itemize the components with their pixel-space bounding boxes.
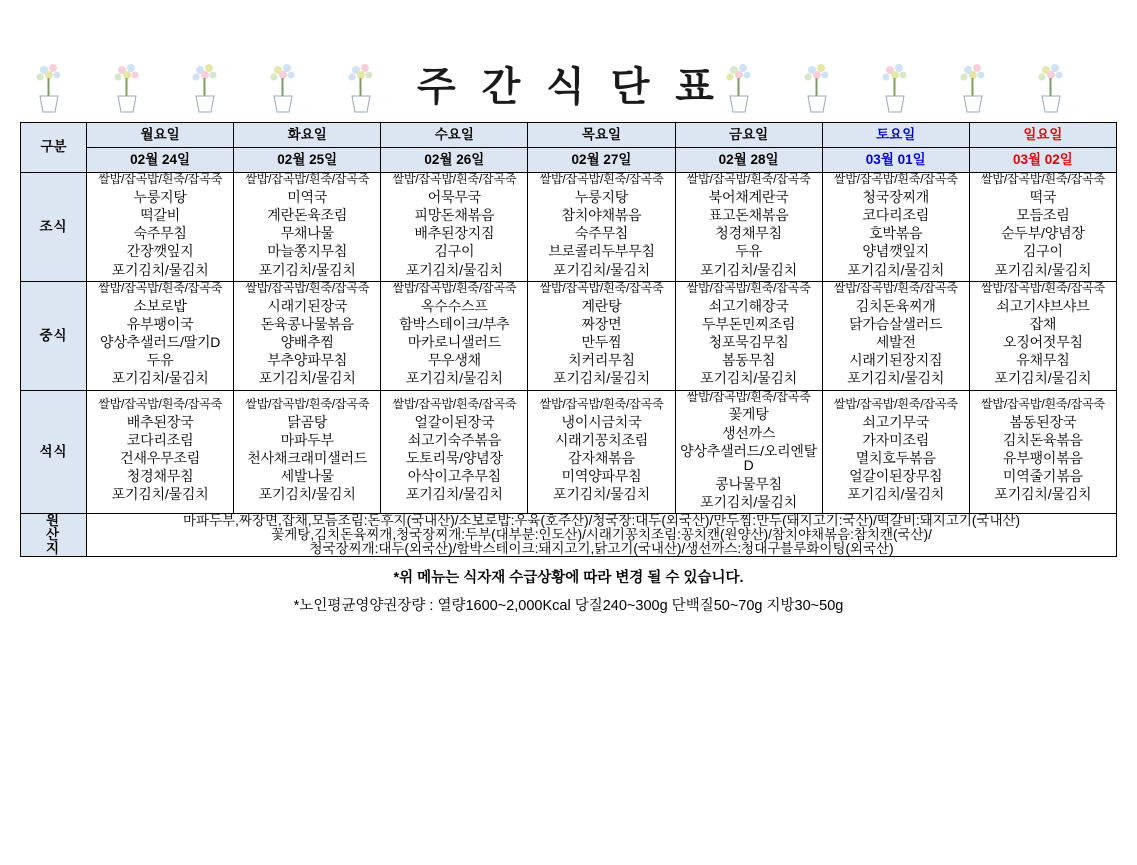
dish-item: 모듬조림 xyxy=(1016,207,1070,223)
dish-item: 포기김치/물김치 xyxy=(700,493,798,510)
rice-line: 쌀밥/잡곡밥/흰죽/잡곡죽 xyxy=(980,280,1105,295)
table-header xyxy=(21,123,1117,173)
dish-item: 포기김치/물김치 xyxy=(405,370,503,387)
title-banner xyxy=(0,52,1137,114)
dish-item: 포기김치/물김치 xyxy=(994,261,1092,278)
dish-item: 포기김치/물김치 xyxy=(553,486,650,503)
dish-item: 청국장찌개 xyxy=(862,188,930,205)
dish-item: 포기김치/물김치 xyxy=(700,261,798,278)
dish-item: 포기김치/물김치 xyxy=(405,486,503,503)
rice-line: 쌀밥/잡곡밥/흰죽/잡곡죽 xyxy=(686,172,811,186)
dish-item: 쇠고기숙주볶음 xyxy=(407,431,501,448)
dish-item: 미역줄기볶음 xyxy=(1002,468,1083,485)
dish-item: 참치야채볶음 xyxy=(561,207,642,223)
menu-change-note: *위 메뉴는 식자재 수급상황에 따라 변경 될 수 있습니다. xyxy=(393,570,744,587)
menu-cell xyxy=(528,390,675,513)
day-header-sun: 일요일 xyxy=(969,123,1116,148)
dish-item: 계란돈육조림 xyxy=(267,207,348,223)
flower-icon xyxy=(878,62,912,114)
menu-cell xyxy=(381,390,528,513)
dish-item: 김치돈육찌개 xyxy=(855,297,936,314)
dish-item: 돈육콩나물볶음 xyxy=(260,315,354,332)
dish-item: 시래기된장국 xyxy=(267,297,348,314)
dish-item: 두유 xyxy=(146,352,174,369)
menu-cell xyxy=(822,281,969,390)
rice-line: 쌀밥/잡곡밥/흰죽/잡곡죽 xyxy=(833,280,958,295)
flower-icon xyxy=(800,62,834,114)
dish-item: 포기김치/물김치 xyxy=(553,370,650,387)
dish-item: 포기김치/물김치 xyxy=(847,370,945,387)
origin-line: 꽃게탕,김치돈육찌개,청국장찌개:두부(대부분:인도산)/시래기꽁치조림:꽁치캔(원양산)/참치야채볶음:참치캔(국산)/ xyxy=(271,527,932,543)
dish-item: 아삭이고추무침 xyxy=(407,468,501,485)
flower-icon xyxy=(188,62,222,114)
day-header-wed: 수요일 xyxy=(381,123,528,148)
flower-icon xyxy=(32,62,66,114)
menu-cell xyxy=(675,390,822,513)
menu-cell xyxy=(969,281,1116,390)
dish-item: 봄동된장국 xyxy=(1009,413,1077,430)
dish-item: 함박스테이크/부추 xyxy=(399,315,510,332)
dish-item: 어묵무국 xyxy=(427,188,481,205)
dish-item: 포기김치/물김치 xyxy=(111,486,209,503)
dish-item: 마늘쫑지무침 xyxy=(267,243,348,260)
dish-item: 누룽지탕 xyxy=(133,188,187,205)
rice-line: 쌀밥/잡곡밥/흰죽/잡곡죽 xyxy=(98,396,223,411)
dish-item: 소보로밥 xyxy=(133,297,187,314)
dish-item: 떡국 xyxy=(1029,188,1057,205)
rice-line: 쌀밥/잡곡밥/흰죽/잡곡죽 xyxy=(833,396,958,411)
dish-item: 시래기꽁치조림 xyxy=(554,431,649,448)
day-date-mon: 02월 24일 xyxy=(87,148,234,173)
dish-item: 누룽지탕 xyxy=(574,188,629,205)
dish-item: 가자미조림 xyxy=(862,431,930,448)
meal-label-breakfast: 조식 xyxy=(21,173,87,282)
dish-item: 무채나물 xyxy=(280,225,334,242)
rice-line: 쌀밥/잡곡밥/흰죽/잡곡죽 xyxy=(539,172,664,186)
dish-item: 시래기된장지짐 xyxy=(849,352,943,369)
dish-item: 유채무침 xyxy=(1016,352,1070,369)
dish-item: 포기김치/물김치 xyxy=(258,370,356,387)
dish-item: 양상추샐러드/오리엔탈D xyxy=(680,442,818,474)
rice-line: 쌀밥/잡곡밥/흰죽/잡곡죽 xyxy=(98,280,223,295)
rice-line: 쌀밥/잡곡밥/흰죽/잡곡죽 xyxy=(980,172,1105,186)
flower-icon xyxy=(344,62,378,114)
day-date-fri: 02월 28일 xyxy=(675,148,822,173)
day-date-tue: 02월 25일 xyxy=(234,148,381,173)
dish-item: 무우생채 xyxy=(427,352,481,369)
dish-item: 포기김치/물김치 xyxy=(111,261,209,278)
dish-item: 브로콜리두부무침 xyxy=(548,243,655,260)
dish-item: 포기김치/물김치 xyxy=(111,370,209,387)
menu-cell xyxy=(528,173,675,282)
dish-item: 오징어젓무침 xyxy=(1002,333,1083,350)
dish-item: 세발나물 xyxy=(280,468,334,485)
dish-item: 미역양파무침 xyxy=(561,468,642,485)
dish-item: 배추된장지짐 xyxy=(414,225,495,242)
day-date-wed: 02월 26일 xyxy=(381,148,528,173)
menu-cell xyxy=(87,173,234,282)
flower-icon xyxy=(1034,62,1068,114)
dish-item: 꽃게탕 xyxy=(728,406,769,423)
dish-item: 순두부/양념장 xyxy=(1001,225,1085,242)
menu-cell xyxy=(234,390,381,513)
menu-cell xyxy=(234,173,381,282)
menu-cell xyxy=(87,281,234,390)
dish-item: 포기김치/물김치 xyxy=(700,370,798,387)
dish-item: 얼갈이된장국 xyxy=(414,413,495,430)
meal-label-dinner: 석식 xyxy=(21,390,87,513)
dish-item: 간장깻잎지 xyxy=(126,243,194,260)
dish-item: 콩나물무침 xyxy=(715,475,782,492)
rice-line: 쌀밥/잡곡밥/흰죽/잡곡죽 xyxy=(245,280,370,295)
menu-cell xyxy=(822,390,969,513)
flower-icon xyxy=(266,62,300,114)
day-date-sun: 03월 02일 xyxy=(969,148,1116,173)
day-header-mon: 월요일 xyxy=(87,123,234,148)
dish-item: 치커리무침 xyxy=(568,352,635,369)
weekly-menu-table xyxy=(20,122,1117,557)
dish-item: 생선까스 xyxy=(721,424,776,441)
rice-line: 쌀밥/잡곡밥/흰죽/잡곡죽 xyxy=(539,280,664,295)
dish-item: 포기김치/물김치 xyxy=(258,486,356,503)
rice-line: 쌀밥/잡곡밥/흰죽/잡곡죽 xyxy=(980,396,1105,411)
dish-item: 옥수수스프 xyxy=(421,297,488,314)
day-date-thu: 02월 27일 xyxy=(528,148,675,173)
rice-line: 쌀밥/잡곡밥/흰죽/잡곡죽 xyxy=(245,396,370,411)
menu-cell xyxy=(87,390,234,513)
menu-cell xyxy=(381,281,528,390)
dish-item: 마파두부 xyxy=(280,431,334,448)
rice-line: 쌀밥/잡곡밥/흰죽/잡곡죽 xyxy=(686,389,811,404)
dish-item: 북어채계란국 xyxy=(708,188,789,205)
dish-item: 포기김치/물김치 xyxy=(405,261,503,278)
dish-item: 숙주무침 xyxy=(574,225,629,242)
table-body xyxy=(21,173,1117,557)
dish-item: 만두찜 xyxy=(581,333,622,350)
dish-item: 청경채무침 xyxy=(126,468,194,485)
menu-cell xyxy=(381,173,528,282)
dish-item: 천사채크래미샐러드 xyxy=(247,450,368,467)
rice-line: 쌀밥/잡곡밥/흰죽/잡곡죽 xyxy=(686,280,811,295)
dish-item: 쇠고기무국 xyxy=(862,413,930,430)
dish-item: 두유 xyxy=(735,243,762,260)
dish-item: 포기김치/물김치 xyxy=(847,486,945,503)
dish-item: 피망돈채볶음 xyxy=(414,207,495,223)
dish-item: 계란탕 xyxy=(581,297,622,314)
dish-item: 세발전 xyxy=(875,333,916,350)
meal-row-breakfast xyxy=(21,173,1117,282)
origin-row xyxy=(21,513,1117,557)
dish-item: 짜장면 xyxy=(581,315,622,332)
dish-item: 마카로니샐러드 xyxy=(407,333,501,350)
day-header-tue: 화요일 xyxy=(234,123,381,148)
flower-icon xyxy=(110,62,144,114)
menu-cell xyxy=(234,281,381,390)
dish-item: 냉이시금치국 xyxy=(561,413,642,430)
dish-item: 배추된장국 xyxy=(126,413,194,430)
dish-item: 건새우무조림 xyxy=(120,450,201,467)
dish-item: 호박볶음 xyxy=(869,225,923,242)
menu-cell xyxy=(675,281,822,390)
rice-line: 쌀밥/잡곡밥/흰죽/잡곡죽 xyxy=(245,172,370,186)
dish-item: 김치돈육볶음 xyxy=(1002,431,1083,448)
origin-line: 마파두부,짜장면,잡채,모듬조림:돈후지(국내산)/소보로밥:우육(호주산)/청국장:대두(외국산)/만두찜:만두(돼지고기:국산)/떡갈비:돼지고기(국내산) xyxy=(182,512,1021,528)
dish-item: 떡갈비 xyxy=(140,207,181,223)
dish-item: 쇠고기샤브샤브 xyxy=(996,297,1090,314)
dish-item: 닭곰탕 xyxy=(287,413,328,430)
dish-item: 양배추찜 xyxy=(280,333,334,350)
dish-item: 도토리묵/양념장 xyxy=(405,450,503,467)
rice-line: 쌀밥/잡곡밥/흰죽/잡곡죽 xyxy=(539,396,664,411)
rice-line: 쌀밥/잡곡밥/흰죽/잡곡죽 xyxy=(833,172,958,186)
dish-item: 포기김치/물김치 xyxy=(847,261,945,278)
header-label-cell: 구분 xyxy=(21,123,87,173)
day-name-row xyxy=(21,123,1117,148)
weekly-menu-page xyxy=(0,52,1137,865)
dish-item: 미역국 xyxy=(287,188,328,205)
dish-item: 코다리조림 xyxy=(862,207,930,223)
dish-item: 양상추샐러드/딸기D xyxy=(100,333,221,350)
day-date-row xyxy=(21,148,1117,173)
dish-item: 김구이 xyxy=(1022,243,1063,260)
day-header-fri: 금요일 xyxy=(675,123,822,148)
dish-item: 코다리조림 xyxy=(126,431,194,448)
meal-row-lunch xyxy=(21,281,1117,390)
page-title: 주 간 식 단 표 xyxy=(417,64,720,110)
menu-cell xyxy=(969,390,1116,513)
rice-line: 쌀밥/잡곡밥/흰죽/잡곡죽 xyxy=(392,396,517,411)
nutrition-note: *노인평균영양권장량 : 열량1600~2,000Kcal 당질240~300g 단백질50~70g 지방30~50g xyxy=(293,598,844,615)
menu-cell xyxy=(528,281,675,390)
dish-item: 멸치호두볶음 xyxy=(855,450,936,467)
origin-label: 원 산 지 xyxy=(21,513,87,557)
dish-item: 포기김치/물김치 xyxy=(258,261,356,278)
day-date-sat: 03월 01일 xyxy=(822,148,969,173)
origin-line: 청국장찌개:대두(외국산)/함박스테이크:돼지고기,닭고기(국내산)/생선까스:청대구블루화이팅(외국산) xyxy=(309,541,894,557)
dish-item: 유부팽이볶음 xyxy=(1002,450,1083,467)
dish-item: 포기김치/물김치 xyxy=(994,370,1092,387)
dish-item: 표고돈채볶음 xyxy=(708,207,789,223)
dish-item: 김구이 xyxy=(434,243,475,260)
dish-item: 숙주무침 xyxy=(133,225,187,242)
menu-cell xyxy=(675,173,822,282)
dish-item: 감자채볶음 xyxy=(568,450,635,467)
origin-content xyxy=(87,513,1117,557)
dish-item: 청포묵김무침 xyxy=(708,333,789,350)
dish-item: 부추양파무침 xyxy=(267,352,348,369)
day-header-sat: 토요일 xyxy=(822,123,969,148)
dish-item: 유부팽이국 xyxy=(126,315,194,332)
dish-item: 두부돈민찌조림 xyxy=(701,315,796,332)
rice-line: 쌀밥/잡곡밥/흰죽/잡곡죽 xyxy=(392,172,517,186)
dish-item: 포기김치/물김치 xyxy=(994,486,1092,503)
day-header-thu: 목요일 xyxy=(528,123,675,148)
dish-item: 얼갈이된장무침 xyxy=(849,468,943,485)
rice-line: 쌀밥/잡곡밥/흰죽/잡곡죽 xyxy=(98,172,223,186)
menu-cell xyxy=(822,173,969,282)
meal-row-dinner xyxy=(21,390,1117,513)
dish-item: 쇠고기해장국 xyxy=(708,297,789,314)
flower-icon xyxy=(956,62,990,114)
meal-label-lunch: 중식 xyxy=(21,281,87,390)
dish-item: 양념깻잎지 xyxy=(862,243,930,260)
dish-item: 잡채 xyxy=(1029,315,1057,332)
dish-item: 포기김치/물김치 xyxy=(553,261,650,278)
menu-cell xyxy=(969,173,1116,282)
rice-line: 쌀밥/잡곡밥/흰죽/잡곡죽 xyxy=(392,280,517,295)
dish-item: 청경채무침 xyxy=(715,225,782,242)
dish-item: 봄동무침 xyxy=(721,352,776,369)
footnotes xyxy=(20,566,1117,615)
dish-item: 닭가슴살샐러드 xyxy=(849,315,943,332)
